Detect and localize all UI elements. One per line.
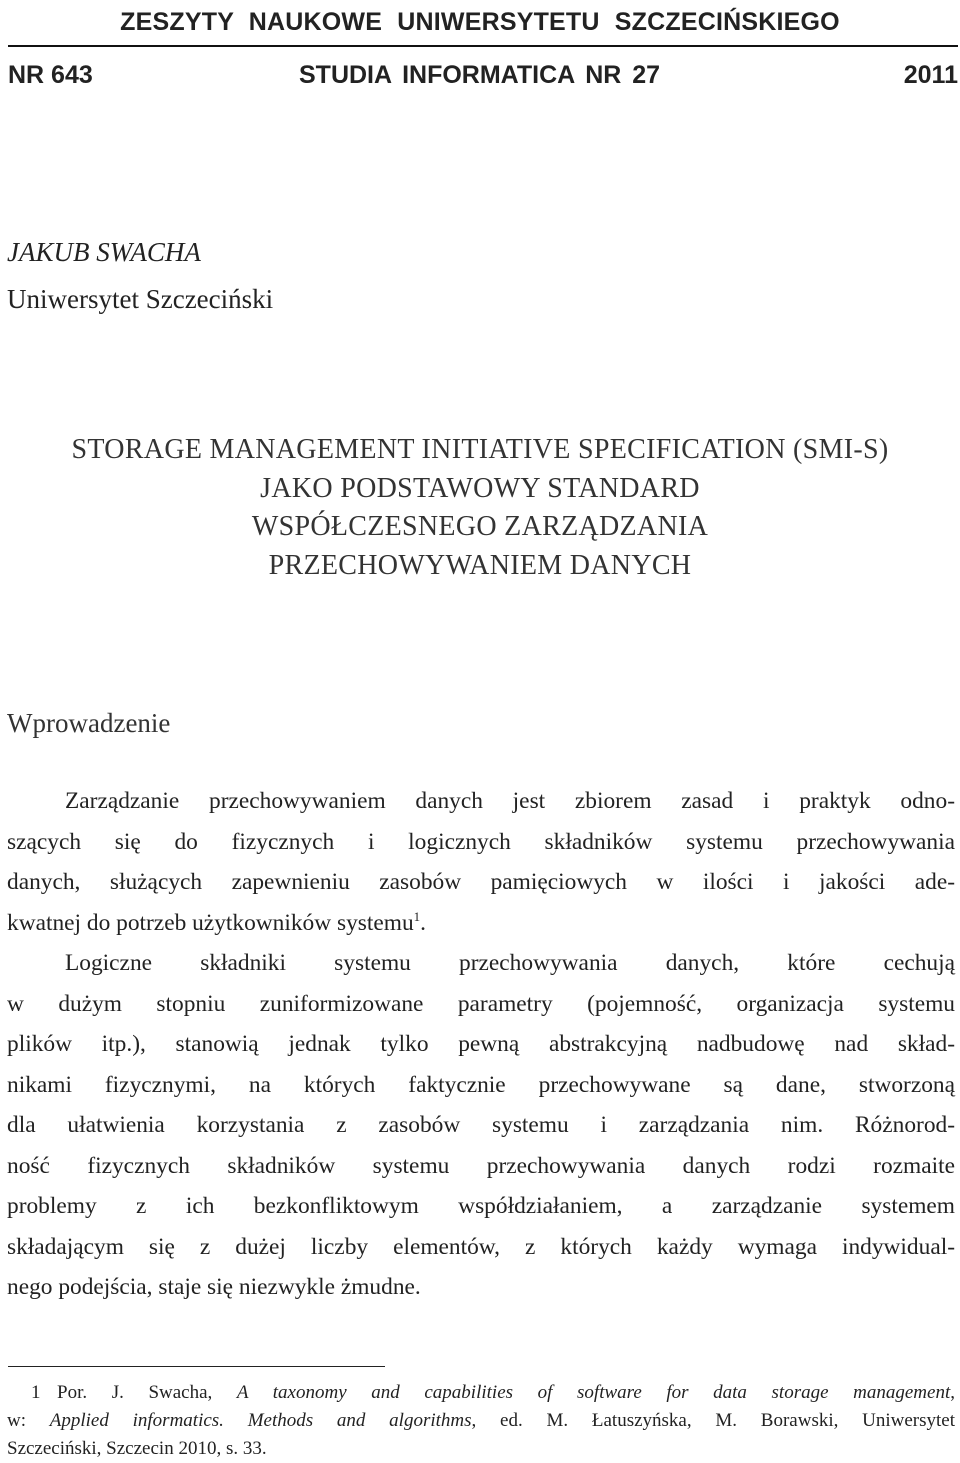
footnote-line: Szczeciński, Szczecin 2010, s. 33. <box>7 1438 267 1459</box>
paragraph-line: nikami fizycznymi, na których faktycznie przechowywane są dane, stworzoną <box>7 1071 955 1098</box>
footnote-number: 1 <box>31 1382 41 1403</box>
paragraph-line: plików itp.), stanowią jednak tylko pewną abstrakcyjną nadbudowę nad skład- <box>7 1031 955 1057</box>
footnote <box>7 1379 955 1463</box>
footnote-editors: , ed. M. Łatuszyńska, M. Borawski, Uniwersytet <box>471 1410 955 1431</box>
title-line: JAKO PODSTAWOWY STANDARD <box>260 472 700 504</box>
title-line: STORAGE MANAGEMENT INITIATIVE SPECIFICATION (SMI-S) <box>71 434 889 465</box>
footnote-source: Applied informatics. Methods and algorithms <box>49 1410 472 1431</box>
footnote-prefix: Por. J. Swacha, <box>57 1382 237 1403</box>
issue-line <box>8 57 958 93</box>
paragraph-line: składającym się z dużej liczby elementów, z których każdy wymaga indywidual- <box>7 1233 955 1260</box>
footnote-line <box>7 1407 955 1435</box>
journal-title: ZESZYTY NAUKOWE UNIWERSYTETU SZCZECIŃSKIEGO <box>120 7 840 36</box>
paragraph-line: problemy z ich bezkonfliktowym współdziałaniem, a zarządzanie systemem <box>7 1193 955 1219</box>
paragraph-line-text: kwatnej do potrzeb użytkowników systemu <box>7 909 414 936</box>
author-name: JAKUB SWACHA <box>7 237 201 267</box>
paper-title <box>0 431 960 585</box>
series-name: STUDIA INFORMATICA NR 27 <box>299 61 661 89</box>
paragraph-line: Zarządzanie przechowywaniem danych jest zbiorem zasad i praktyk odno- <box>65 788 955 814</box>
issue-year: 2011 <box>903 61 958 89</box>
footnote-line <box>7 1379 955 1407</box>
paragraph-line: szących się do fizycznych i logicznych składników systemu przechowywania <box>7 828 955 855</box>
footnote-punct: , <box>950 1382 955 1403</box>
footnote-divider <box>8 1366 385 1367</box>
section-heading: Wprowadzenie <box>7 708 171 738</box>
title-line: PRZECHOWYWANIEM DANYCH <box>268 549 692 581</box>
paragraph-line: dla ułatwienia korzystania z zasobów systemu i zarządzania nim. Różnorod- <box>7 1112 955 1138</box>
author-affiliation: Uniwersytet Szczeciński <box>7 284 274 314</box>
sentence-end: . <box>420 909 427 936</box>
footnote-reference[interactable]: 1 <box>413 908 421 924</box>
issue-number: NR 643 <box>8 61 93 89</box>
header-divider <box>8 45 958 47</box>
paragraph-line: danych, służących zapewnieniu zasobów pamięciowych w ilości i jakości ade- <box>7 869 955 895</box>
footnote-in: w: <box>7 1410 50 1431</box>
body-text <box>7 781 955 1308</box>
paragraph-line: w dużym stopniu zuniformizowane parametry (pojemność, organizacja systemu <box>7 990 955 1017</box>
paragraph-line: nego podejścia, staje się niezwykle żmudne. <box>7 1274 421 1300</box>
paragraph-line: ność fizycznych składników systemu przechowywania danych rodzi rozmaite <box>7 1152 955 1179</box>
footnote-cited-title: A taxonomy and capabilities of software for data storage management <box>236 1382 951 1403</box>
title-line: WSPÓŁCZESNEGO ZARZĄDZANIA <box>251 511 709 542</box>
paragraph-line: Logiczne składniki systemu przechowywania danych, które cechują <box>65 950 955 976</box>
paragraph-line <box>7 903 955 944</box>
